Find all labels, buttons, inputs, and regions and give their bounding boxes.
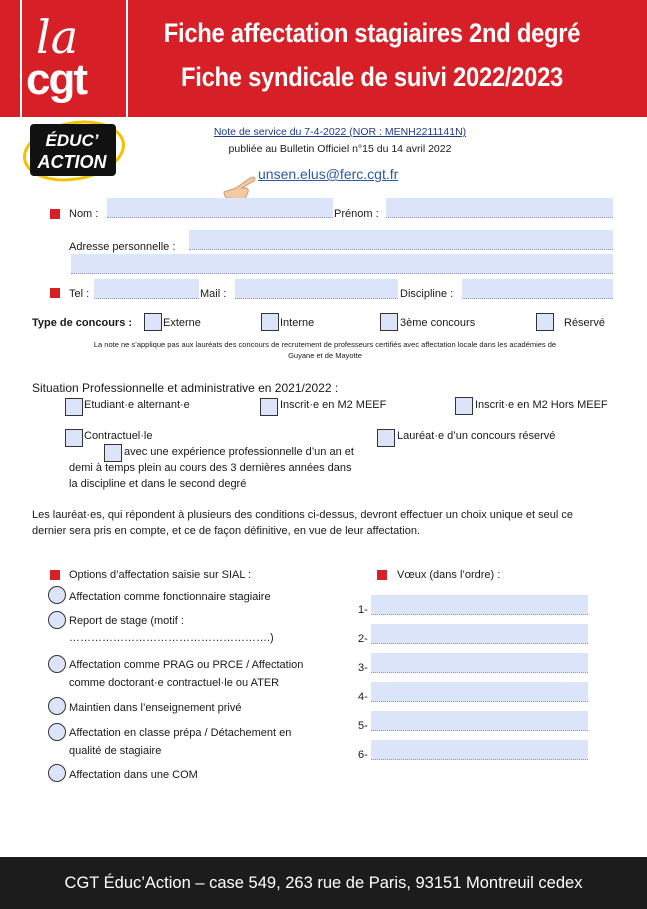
option-fonctionnaire-label: Affectation comme fonctionnaire stagiaire bbox=[69, 591, 271, 603]
experience-line1: avec une expérience professionnelle d’un an et bbox=[124, 446, 354, 458]
voeu-field-6[interactable] bbox=[371, 740, 588, 760]
prenom-label: Prénom : bbox=[334, 208, 379, 220]
mail-label: Mail : bbox=[200, 288, 227, 300]
concours-3eme-checkbox[interactable] bbox=[380, 313, 398, 331]
laureat-reserve-label: Lauréat·e d’un concours réservé bbox=[397, 430, 556, 442]
contractuel-checkbox[interactable] bbox=[65, 429, 83, 447]
concours-note-line2: Guyane et de Mayotte bbox=[288, 351, 362, 360]
voeu-field-2[interactable] bbox=[371, 624, 588, 644]
m2-hors-meef-checkbox[interactable] bbox=[455, 397, 473, 415]
page-subtitle: Fiche syndicale de suivi 2022/2023 bbox=[181, 62, 563, 92]
logo-la-text: la bbox=[36, 10, 79, 64]
option-report-label: Report de stage (motif : bbox=[69, 615, 184, 627]
note-publication: publiée au Bulletin Officiel n°15 du 14 avril 2022 bbox=[228, 143, 452, 155]
instruction-line2: dernier sera pris en compte, et ce de façon définitive, en vue de leur affectation. bbox=[32, 525, 421, 537]
footer-address: CGT Éduc’Action – case 549, 263 rue de Paris, 93151 Montreuil cedex bbox=[64, 874, 583, 892]
voeu-field-5[interactable] bbox=[371, 711, 588, 731]
concours-interne-checkbox[interactable] bbox=[261, 313, 279, 331]
adresse-label: Adresse personnelle : bbox=[69, 241, 176, 253]
option-prepa-radio[interactable] bbox=[48, 723, 66, 741]
experience-checkbox[interactable] bbox=[104, 444, 122, 462]
prenom-field[interactable] bbox=[386, 198, 613, 218]
adresse-field-line1[interactable] bbox=[189, 230, 613, 250]
option-prepa-line2: qualité de stagiaire bbox=[69, 745, 162, 757]
option-fonctionnaire-radio[interactable] bbox=[48, 586, 66, 604]
experience-line2: demi à temps plein au cours des 3 dernières années dans bbox=[69, 462, 352, 474]
concours-externe-checkbox[interactable] bbox=[144, 313, 162, 331]
discipline-field[interactable] bbox=[462, 279, 613, 299]
logo-cgt-text: cgt bbox=[26, 55, 86, 104]
nom-label: Nom : bbox=[69, 208, 99, 220]
voeu-field-4[interactable] bbox=[371, 682, 588, 702]
voeu-number-4: 4- bbox=[358, 691, 368, 703]
option-prive-radio[interactable] bbox=[48, 697, 66, 715]
concours-reserve-checkbox[interactable] bbox=[536, 313, 554, 331]
option-prag-line1: Affectation comme PRAG ou PRCE / Affectation bbox=[69, 659, 304, 671]
etudiant-checkbox[interactable] bbox=[65, 398, 83, 416]
voeux-title: Vœux (dans l’ordre) : bbox=[397, 569, 501, 581]
voeu-number-3: 3- bbox=[358, 662, 368, 674]
educ-action-logo bbox=[22, 118, 126, 184]
etudiant-label: Etudiant·e alternant·e bbox=[84, 399, 190, 411]
required-marker bbox=[50, 570, 60, 580]
mail-field[interactable] bbox=[235, 279, 398, 299]
contractuel-label: Contractuel·le bbox=[84, 430, 153, 442]
required-marker bbox=[377, 570, 387, 580]
option-com-radio[interactable] bbox=[48, 764, 66, 782]
option-prepa-line1: Affectation en classe prépa / Détachement en bbox=[69, 727, 292, 739]
laureat-reserve-checkbox[interactable] bbox=[377, 429, 395, 447]
voeu-number-5: 5- bbox=[358, 720, 368, 732]
nom-field[interactable] bbox=[107, 198, 333, 218]
option-prive-label: Maintien dans l’enseignement privé bbox=[69, 702, 242, 714]
option-com-label: Affectation dans une COM bbox=[69, 769, 198, 781]
discipline-label: Discipline : bbox=[400, 288, 454, 300]
concours-note-line1: La note ne s’applique pas aux lauréats des concours de recrutement de professeurs certifiés avec affectation locale dans les académies de bbox=[93, 340, 557, 349]
voeu-number-6: 6- bbox=[358, 749, 368, 761]
option-prag-line2: comme doctorant·e contractuel·le ou ATER bbox=[69, 677, 280, 689]
page-title: Fiche affectation stagiaires 2nd degré bbox=[163, 18, 581, 48]
option-report-radio[interactable] bbox=[48, 611, 66, 629]
voeu-field-3[interactable] bbox=[371, 653, 588, 673]
m2-meef-checkbox[interactable] bbox=[260, 398, 278, 416]
logo-educ-text: ÉDUC’ bbox=[45, 131, 99, 150]
tel-label: Tel : bbox=[69, 288, 90, 300]
concours-externe-label: Externe bbox=[163, 317, 201, 329]
required-marker bbox=[50, 288, 60, 298]
tel-field[interactable] bbox=[94, 279, 199, 299]
options-title: Options d’affectation saisie sur SIAL : bbox=[69, 569, 252, 581]
option-report-motif: ……………………………………………….) bbox=[69, 632, 274, 644]
concours-3eme-label: 3ème concours bbox=[400, 317, 476, 329]
voeu-number-2: 2- bbox=[358, 633, 368, 645]
m2-meef-label: Inscrit·e en M2 MEEF bbox=[280, 399, 387, 411]
logo-action-text: ACTION bbox=[37, 152, 107, 172]
option-prag-radio[interactable] bbox=[48, 655, 66, 673]
m2-hors-meef-label: Inscrit·e en M2 Hors MEEF bbox=[475, 399, 608, 411]
concours-interne-label: Interne bbox=[280, 317, 315, 329]
adresse-field-line2[interactable] bbox=[71, 254, 613, 274]
voeu-number-1: 1- bbox=[358, 604, 368, 616]
instruction-line1: Les lauréat·es, qui répondent à plusieurs des conditions ci-dessus, devront effectuer un choix unique et seul ce bbox=[32, 509, 573, 521]
note-reference-link[interactable]: Note de service du 7-4-2022 (NOR : MENH2211141N) bbox=[213, 126, 467, 138]
contact-email-link[interactable]: unsen.elus@ferc.cgt.fr bbox=[258, 166, 399, 182]
concours-reserve-label: Réservé bbox=[564, 317, 605, 329]
experience-line3: la discipline et dans le second degré bbox=[69, 478, 247, 490]
voeu-field-1[interactable] bbox=[371, 595, 588, 615]
required-marker bbox=[50, 209, 60, 219]
situation-title: Situation Professionnelle et administrative en 2021/2022 : bbox=[32, 381, 339, 395]
concours-label: Type de concours : bbox=[32, 317, 133, 329]
